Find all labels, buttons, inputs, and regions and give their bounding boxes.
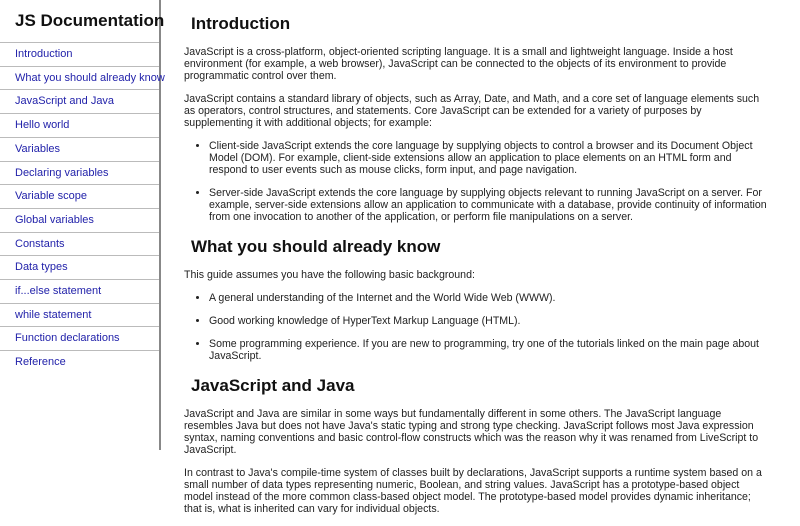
list-item: • Client-side JavaScript extends the core language by supplying objects to control a browser and its Document Object Model (DOM). For example, client-side extensions allow an application to place elements on an HTML form and respond to user events such as mouse clicks, form input, and page navigation.: [209, 140, 768, 176]
nav-item-variable-scope[interactable]: [0, 184, 159, 208]
bullet-list: [184, 140, 768, 223]
nav-link[interactable]: Function declarations: [15, 332, 120, 345]
nav-item-constants[interactable]: [0, 232, 159, 256]
section-heading: Introduction: [191, 14, 291, 33]
nav-item-what-you-should-already-know[interactable]: [0, 66, 165, 90]
section-what-you-should-already-know: [184, 237, 768, 362]
section-javascript-and-java: [184, 376, 768, 515]
nav-item-declaring-variables[interactable]: [0, 161, 159, 185]
paragraph: JavaScript is a cross-platform, object-oriented scripting language. It is a small and lightweight language. Inside a host environment (for example, a web browser), JavaScript can be connected to the objects of its environment to provide programmatic control over them.: [184, 46, 733, 82]
main-content: [184, 0, 768, 526]
nav-item-hello-world[interactable]: [0, 113, 159, 137]
nav-item-reference[interactable]: [0, 350, 159, 374]
nav-item-global-variables[interactable]: [0, 208, 159, 232]
nav-link[interactable]: Reference: [15, 356, 66, 369]
nav-list: [0, 42, 165, 374]
list-item: • A general understanding of the Internet and the World Wide Web (WWW).: [209, 292, 768, 304]
nav-link[interactable]: Constants: [15, 237, 65, 250]
nav-link[interactable]: Declaring variables: [15, 166, 109, 179]
nav-link[interactable]: Variable scope: [15, 190, 87, 203]
section-heading: What you should already know: [191, 237, 441, 256]
section-introduction: [184, 14, 768, 223]
nav-item-variables[interactable]: [0, 137, 159, 161]
nav-link[interactable]: Variables: [15, 142, 61, 155]
bullet-list: [184, 292, 768, 362]
nav-item-while-statement[interactable]: [0, 303, 159, 327]
nav-item-data-types[interactable]: [0, 255, 159, 279]
nav-item-introduction[interactable]: [0, 42, 159, 66]
section-heading: JavaScript and Java: [191, 376, 355, 395]
nav-link[interactable]: Hello world: [15, 119, 70, 132]
paragraph: In contrast to Java's compile-time system of classes built by declarations, JavaScript supports a runtime system based on a small number of data types representing numeric, Boolean, and string values. JavaScript has a prototype-based object model instead of the more common class-based object model. The prototype-based model provides dynamic inheritance; that is, what is inherited can vary for individual objects.: [184, 467, 762, 515]
paragraph: JavaScript and Java are similar in some ways but fundamentally different in some others. The JavaScript language resembles Java but does not have Java's static typing and strong type checking. JavaScript follows most Java expression syntax, naming conventions and basic control-flow constructs which was the reason why it was renamed from LiveScript to JavaScript.: [184, 408, 759, 456]
nav-link[interactable]: Data types: [15, 261, 68, 274]
paragraph: This guide assumes you have the following basic background:: [184, 269, 475, 281]
nav-link[interactable]: if...else statement: [15, 285, 102, 298]
nav-link[interactable]: Global variables: [15, 213, 94, 226]
nav-link[interactable]: while statement: [15, 308, 92, 321]
nav-link[interactable]: What you should already know: [15, 71, 165, 84]
sidebar-nav: [0, 0, 165, 450]
nav-link[interactable]: Introduction: [15, 48, 73, 60]
list-item: • Server-side JavaScript extends the core language by supplying objects relevant to running JavaScript on a server. For example, server-side extensions allow an application to communicate with a database, provide continuity of information from one invocation to another of the application, or perform file manipulations on a server.: [209, 187, 768, 223]
list-item: • Good working knowledge of HyperText Markup Language (HTML).: [209, 315, 768, 327]
sidebar-title: JS Documentation: [15, 11, 165, 30]
nav-link[interactable]: JavaScript and Java: [15, 95, 115, 108]
paragraph: JavaScript contains a standard library of objects, such as Array, Date, and Math, and a core set of language elements such as operators, control structures, and statements. Core JavaScript can be extended for a variety of purposes by supplementing it with additional objects; for example:: [184, 93, 760, 129]
list-item: • Some programming experience. If you are new to programming, try one of the tutorials linked on the main page about JavaScript.: [209, 338, 768, 362]
nav-item-javascript-and-java[interactable]: [0, 89, 159, 113]
nav-item-function-declarations[interactable]: [0, 326, 159, 350]
nav-item-if-else-statement[interactable]: [0, 279, 159, 303]
